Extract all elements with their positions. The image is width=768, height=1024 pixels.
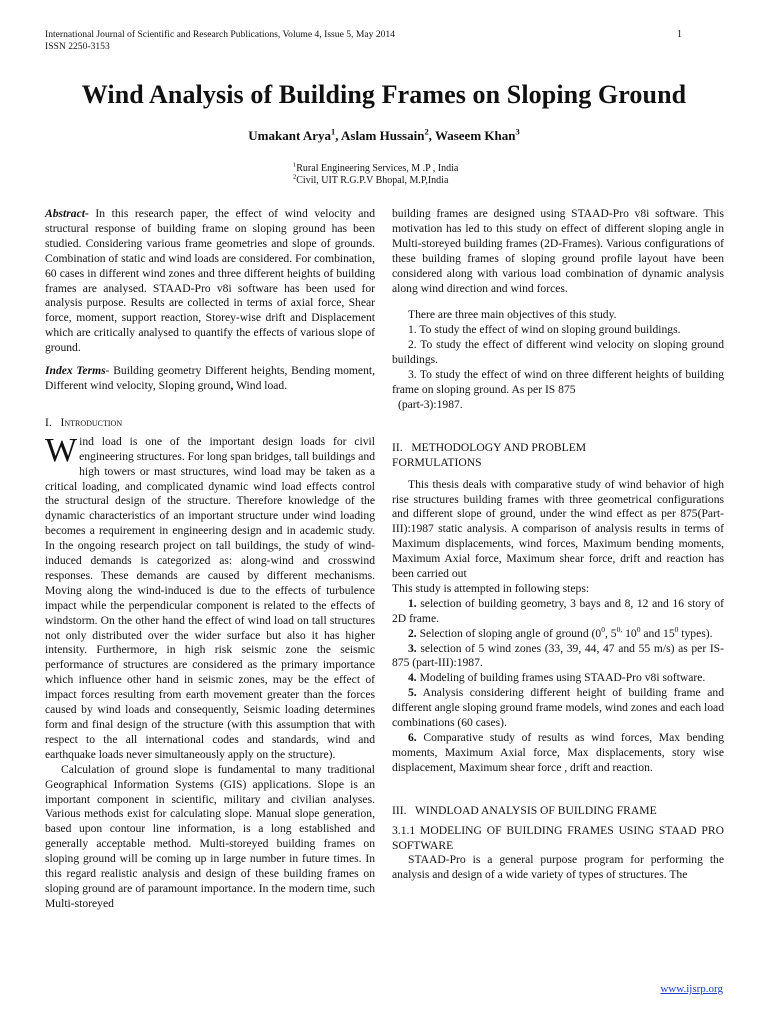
right-column	[392, 207, 724, 883]
step-item: 4. Modeling of building frames using STAAD-Pro v8i software.	[408, 671, 706, 685]
body-paragraph: STAAD-Pro is a general purpose program for performing the analysis and design of a wide variety of types of structures. The	[392, 853, 724, 882]
running-header	[45, 29, 395, 53]
affiliation: $^1$Rural Engineering Services, M .P , India	[293, 161, 459, 174]
drop-cap: W	[45, 431, 78, 469]
step-item: 6. Comparative study of results as wind forces, Max bending moments, Maximum Axial force, Max displacements, story wise displacement, Maximum shear force , drift and reaction.	[392, 731, 724, 774]
step-item: 1. selection of building geometry, 3 bays and 8, 12 and 16 story of 2D frame.	[392, 596, 724, 625]
section-heading: FORMULATIONS	[392, 455, 482, 469]
author-name: Aslam Hussain	[341, 128, 425, 143]
objective-item: 1. To study the effect of wind on sloping ground buildings.	[408, 323, 681, 337]
objective-item: 2. To study the effect of different wind velocity on sloping ground buildings.	[392, 338, 724, 367]
step-item: 5. Analysis considering different height of building frame and different angle sloping ground frame models, wind zones and each load combinations (60 cases).	[392, 686, 724, 730]
section-heading: II. METHODOLOGY AND PROBLEM	[392, 440, 587, 454]
page-number: 1	[677, 29, 682, 40]
intro-paragraph: Calculation of ground slope is fundamental to many traditional Geographical Information Systems (GIS) applications. Slope is an important component in scientific, military and civilian analyses. Various methods exist for calculating slope. Manual slope generation, based upon contour line information, is a long established and generally acceptable method. Multi-storeyed building frames on sloping ground will be coming up in large number in future times. In this regard realistic analysis and design of these building frames on sloping ground are of paramount importance. In the modern time, such Multi-storeyed	[45, 762, 375, 910]
objective-item: 3. To study the effect of wind on three different heights of building frame on sloping ground. As per IS 875	[392, 368, 724, 396]
journal-website-link[interactable]: www.ijsrp.org	[660, 983, 723, 995]
issn: ISSN 2250-3153	[45, 41, 110, 52]
abstract: Abstract- In this research paper, the effect of wind velocity and structural response of building frame on sloping ground has been studied. Considering various frame geometries and slope of grounds. Combination of static and wind loads are considered. For combination, 60 cases in different wind zones and three different heights of building frames are analysed. STAAD-Pro v8i software has been used for analysis purpose. Results are collected in terms of axial force, Shear force, moment, support reaction, Storey-wise drift and Displacement which are critically analysed to quantify the effects of various slope of ground.	[45, 207, 375, 355]
objective-tail: (part-3):1987.	[398, 397, 463, 411]
intro-paragraph: Wind load is one of the important design loads for civil engineering structures. For long span bridges, tall buildings and high towers or mast structures, wind load may be taken as a critical loading, and complicated dynamic wind load effects control the structural design of the structure. Therefore knowledge of the dynamic characteristics of an important structure under wind loading becomes a requirement in engineering design and in academic study. In the ongoing research project on tall buildings, the study of wind-induced demands is categorized as: along-wind and crosswind responses. These demands are caused by different mechanisms. Moving along the wind-induced is due to the effects of turbulence impact while the perpendicular component is related to the effects of windstorm. On the other hand the effect of wind load on tall structures not only distributed over the wider surface but also it has higher intensity. Furthermore, in high risk seismic zone the seismic performance of structures are considered as the primary importance which influence other hand in seismic zones, may be the effect of impact forces resulting from earth movement greater than the forces caused by wind loads and consequently, Seismic loading determines form and final design of the structure (with this assumption that with respect to the all international codes and standards, wind and earthquake loads never simultaneously apply on the structure).	[45, 431, 375, 761]
methodology-paragraph: This thesis deals with comparative study of wind behavior of high rise structures building frames with three geometrical configurations and different slope of ground, under the wind effect as per 875(Part-III):1987 static analysis. A comparison of analysis results in terms of Maximum displacements, wind forces, Maximum bending moments, Maximum Axial force, Maximum shear force, drift and reaction has been carried out	[392, 477, 724, 581]
author-list: Umakant Arya$^1$, Aslam Hussain$^2$, Waseem Khan$^3$	[248, 126, 520, 143]
index-terms: Index Terms- Building geometry Different heights, Bending moment, Different wind velocity, Sloping ground, Wind load.	[45, 364, 375, 392]
objectives-intro: There are three main objectives of this study.	[408, 308, 617, 322]
subsection-heading: 3.1.1 MODELING OF BUILDING FRAMES USING STAAD PRO SOFTWARE	[392, 823, 724, 852]
section-heading: III. WINDLOAD ANALYSIS OF BUILDING FRAME	[392, 803, 657, 817]
section-heading: I. Introduction	[45, 415, 123, 429]
step-item: 3. selection of 5 wind zones (33, 39, 44, 47 and 55 m/s) as per IS- 875 (part-III):1987.	[392, 641, 724, 670]
left-column	[45, 207, 375, 912]
body-paragraph: building frames are designed using STAAD-Pro v8i software. This motivation has led to this study on effect of different sloping angle in Multi-storeyed building frames (2D-Frames). Various configurations of these building frames of sloping ground profile layout have been considered along with various load combination of dynamic analysis along wind direction and wind forces.	[392, 207, 724, 295]
affiliation: $^2$Civil, UIT R.G.P.V Bhopal, M.P,India	[293, 173, 449, 186]
author-name: Waseem Khan	[434, 128, 516, 143]
step-item: 2. Selection of sloping angle of ground ($0^0$, $5^{0,}$ $10^0$ and $15^0$ types).	[408, 624, 713, 640]
author-name: Umakant Arya	[248, 128, 331, 143]
affiliations	[293, 163, 458, 187]
paper-title: Wind Analysis of Building Frames on Sloping Ground	[81, 80, 687, 109]
journal-name: International Journal of Scientific and Research Publications, Volume 4, Issue 5, May 2014	[45, 29, 396, 40]
methodology-paragraph: This study is attempted in following steps:	[392, 581, 590, 595]
